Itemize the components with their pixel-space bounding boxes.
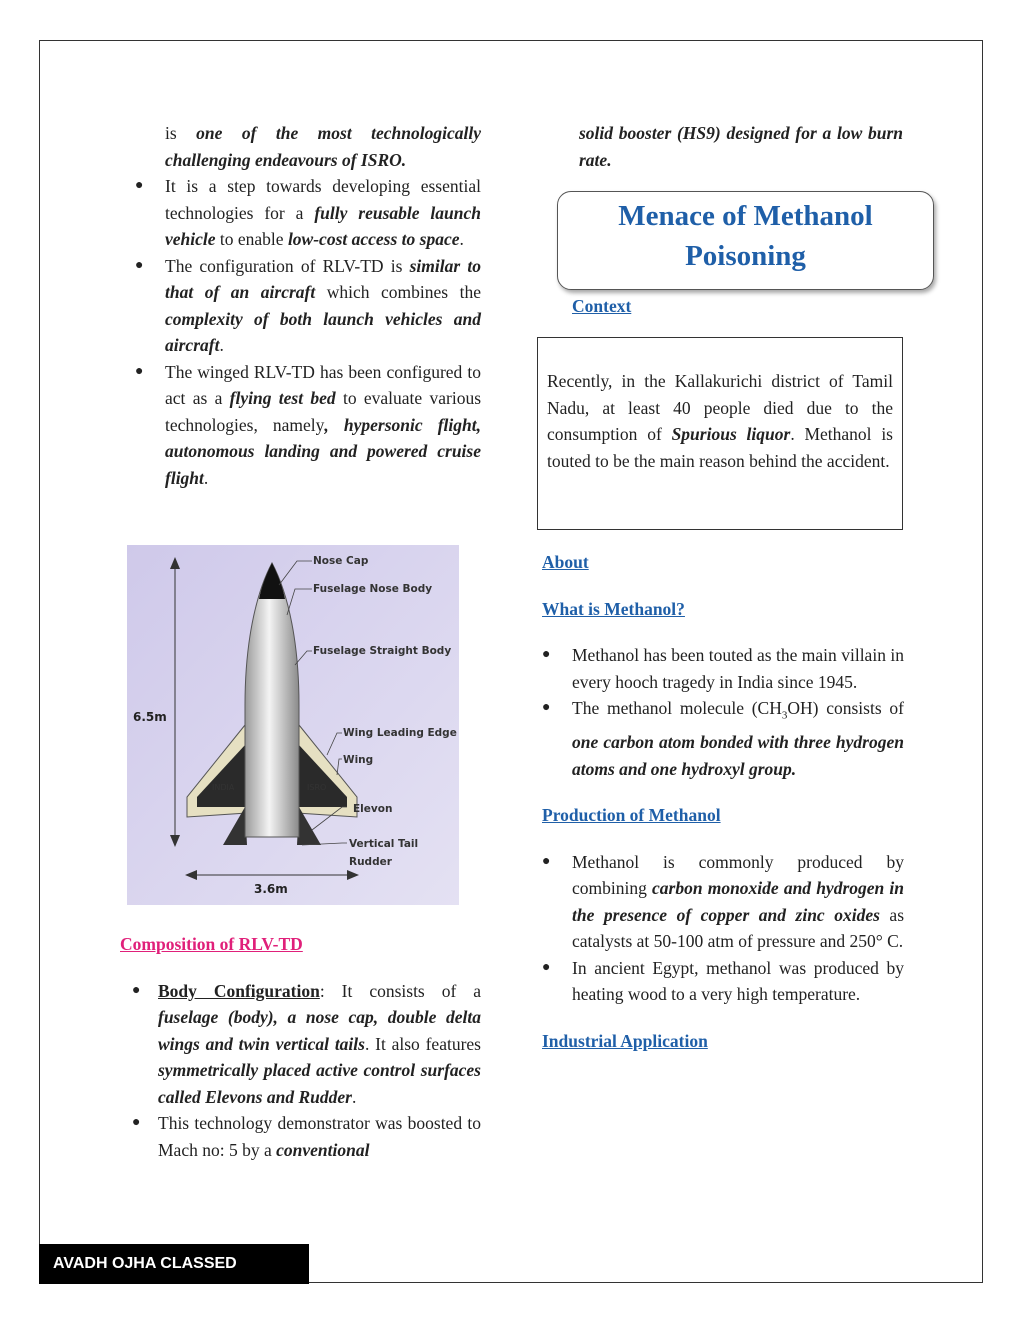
- text: Recently, in the Kallakurichi district of Tamil Nadu, at least 40 people died due to the consumption of: [547, 371, 893, 444]
- about-heading: About: [542, 552, 589, 572]
- article-title-line2: Poisoning: [685, 240, 806, 272]
- emphasis: conventional: [276, 1139, 370, 1160]
- context-heading-wrap: [572, 293, 631, 320]
- body-configuration-label: Body Configuration: [158, 980, 320, 1001]
- article-title-line1: Menace of Methanol: [618, 200, 873, 232]
- footer-brand: AVADH OJHA CLASSED: [39, 1244, 309, 1284]
- text: .: [203, 467, 209, 488]
- list-item: ● Body Configuration: It consists of a fuselage (body), a nose cap, double delta wings and twin vertical tails. It also features symmetrically placed active control surfaces called Elevons and Rudder.: [132, 980, 482, 1107]
- text: to enable: [219, 229, 284, 249]
- label-fuselage-nose-body: Fuselage Nose Body: [313, 583, 433, 595]
- text: which combines the: [326, 282, 482, 302]
- composition-heading: Composition of RLV-TD: [120, 934, 303, 954]
- continued-text: solid booster (HS9) designed for a low burn rate.: [579, 123, 903, 170]
- emphasis: low-cost access to space: [287, 229, 460, 249]
- intro-text: is: [165, 123, 177, 143]
- height-label: 6.5m: [133, 710, 167, 724]
- width-label: 3.6m: [254, 882, 288, 896]
- emphasis: Spurious liquor: [671, 424, 791, 444]
- list-item: ● Methanol has been touted as the main villain in every hooch tragedy in India since 1945.: [542, 645, 904, 692]
- what-list: [542, 642, 904, 782]
- text: In ancient Egypt, methanol was produced by heating wood to a very high temperature.: [572, 957, 904, 1004]
- list-item: ● This technology demonstrator was boosted to Mach no: 5 by a conventional: [132, 1113, 481, 1160]
- text: This technology demonstrator was boosted to Mach no: 5 by a: [158, 1113, 481, 1160]
- text: The configuration of RLV-TD is: [165, 255, 403, 276]
- logo-text-left: INDIA: [212, 783, 235, 792]
- text: : It consists of a: [319, 980, 482, 1001]
- list-item: ● It is a step towards developing essential technologies for a fully reusable launch vehicle to enable low-cost access to space.: [135, 176, 482, 249]
- emphasis: similar to that of an aircraft: [165, 255, 481, 302]
- text: .: [351, 1086, 357, 1107]
- production-list: [542, 849, 904, 1008]
- emphasis: complexity of both launch vehicles and aircraft: [165, 308, 481, 355]
- left-column: [123, 120, 481, 491]
- emphasis: flying test bed: [229, 388, 336, 408]
- context-box: [537, 337, 903, 530]
- text: Methanol has been touted as the main villain in every hooch tragedy in India since 1945.: [572, 645, 904, 692]
- text: as catalysts at 50-100 atm of pressure and 250° C.: [572, 904, 904, 951]
- text: The methanol molecule (CH: [572, 698, 782, 718]
- text: The winged RLV-TD has been configured to act as a: [165, 361, 481, 408]
- emphasis: fuselage (body), a nose cap, double delta wings and twin vertical tails: [158, 1007, 481, 1054]
- list-item: ● The configuration of RLV-TD is similar to that of an aircraft which combines the complexity of both launch vehicles and aircraft.: [135, 255, 482, 355]
- label-elevon: Elevon: [353, 803, 393, 815]
- label-wing-leading-edge: Wing Leading Edge: [343, 727, 457, 739]
- emphasis: carbon monoxide and hydrogen in the presence of copper and zinc oxides: [572, 878, 904, 925]
- text: . It also features: [364, 1033, 481, 1054]
- label-wing: Wing: [343, 754, 374, 766]
- text: OH) consists of: [787, 698, 904, 718]
- methanol-section: [542, 549, 904, 1054]
- composition-section: [120, 931, 481, 1163]
- context-heading: Context: [572, 296, 632, 316]
- text: to evaluate various technologies, namely: [165, 388, 482, 435]
- right-continuation: [579, 120, 903, 173]
- list-item: ● Methanol is commonly produced by combining carbon monoxide and hydrogen in the presence of copper and zinc oxides as catalysts at 50-100 atm of pressure and 250° C.: [542, 851, 904, 951]
- label-nose-cap: Nose Cap: [313, 555, 369, 567]
- production-heading: Production of Methanol: [542, 805, 721, 825]
- text: Methanol is commonly produced by combining: [572, 851, 904, 898]
- rlv-bullet-list: [123, 173, 481, 491]
- rlv-td-diagram: [127, 545, 459, 905]
- intro-emphasis: one of the most technologically challenging endeavours of ISRO.: [165, 123, 481, 170]
- list-item: ● The winged RLV-TD has been configured to act as a flying test bed to evaluate various technologies, namely, hypersonic flight, autonomous landing and powered cruise flight.: [135, 361, 482, 488]
- label-fuselage-straight-body: Fuselage Straight Body: [313, 645, 452, 657]
- emphasis: , hypersonic flight, autonomous landing and powered cruise flight: [165, 414, 481, 488]
- emphasis: fully reusable launch vehicle: [165, 202, 482, 249]
- list-item: ● The methanol molecule $(CH_3OH)$ consists of one carbon atom bonded with three hydrogen atoms and one hydroxyl group.: [542, 698, 904, 779]
- article-title-box: [557, 191, 934, 290]
- label-rudder: Rudder: [349, 856, 392, 868]
- intro-paragraph: [123, 120, 481, 173]
- emphasis: one carbon atom bonded with three hydrogen atoms and one hydroxyl group.: [572, 732, 904, 779]
- emphasis: symmetrically placed active control surfaces called Elevons and Rudder: [158, 1060, 481, 1107]
- text: .: [459, 229, 464, 249]
- composition-list: [120, 978, 481, 1164]
- industrial-application-heading: Industrial Application: [542, 1030, 708, 1051]
- logo-text-right: ISRO: [307, 783, 327, 792]
- label-vertical-tail: Vertical Tail: [349, 838, 419, 850]
- subscript: 3: [781, 709, 788, 722]
- text: .: [219, 335, 224, 355]
- list-item: ● In ancient Egypt, methanol was produced by heating wood to a very high temperature.: [542, 957, 904, 1004]
- what-is-methanol-heading: What is Methanol?: [542, 598, 685, 619]
- text: . Methanol is touted to be the main reason behind the accident.: [547, 424, 893, 471]
- text: It is a step towards developing essential technologies for a: [165, 176, 481, 223]
